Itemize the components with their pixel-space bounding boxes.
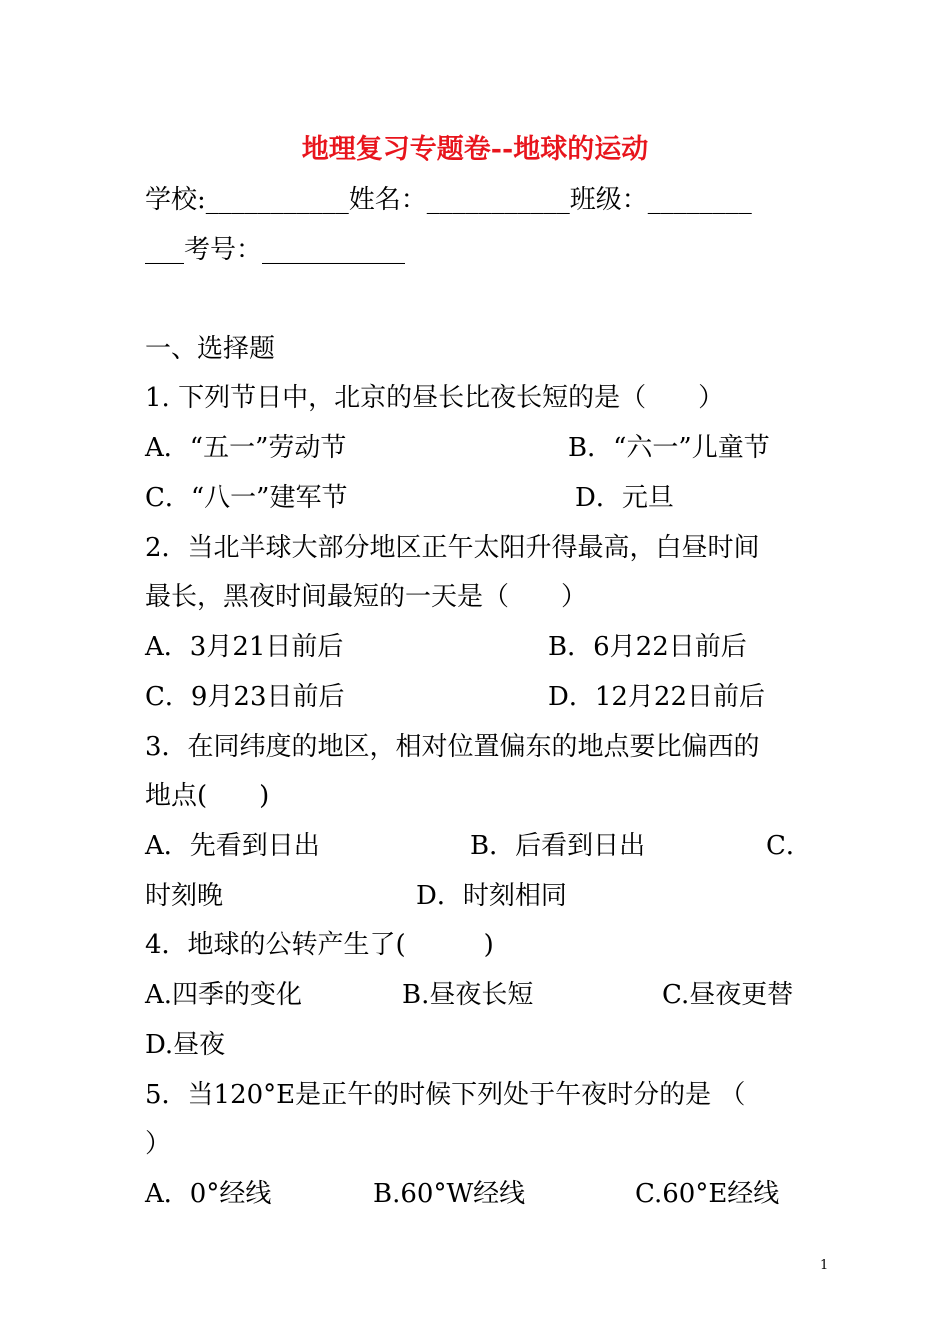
question-1-option-b: B．“六一”儿童节: [568, 433, 770, 463]
question-5-stem-line-2: ）: [145, 1129, 172, 1159]
section-heading: 一、选择题: [145, 334, 276, 364]
question-1-option-c: C．“八一”建军节: [145, 483, 348, 513]
document-title: 地理复习专题卷--地球的运动: [301, 134, 649, 165]
question-2-option-a: A．3月21日前后: [145, 632, 344, 662]
question-5-option-c: C.60°E经线: [635, 1179, 780, 1209]
question-3-stem-line-2: 地点( ): [145, 781, 270, 811]
question-4-option-c: C.昼夜更替: [662, 980, 794, 1010]
question-4-stem: 4．地球的公转产生了( ): [145, 930, 494, 960]
question-3-stem-line-1: 3．在同纬度的地区，相对位置偏东的地点要比偏西的: [145, 732, 760, 762]
page-number: 1: [820, 1258, 829, 1273]
question-3-option-a: A．先看到日出: [145, 831, 320, 861]
question-3-option-d: D．时刻相同: [416, 881, 567, 911]
question-1-option-d: D．元旦: [575, 483, 674, 513]
question-3-option-b: B．后看到日出: [470, 831, 646, 861]
question-2-stem-line-2: 最长，黑夜时间最短的一天是（ ）: [145, 582, 588, 612]
question-2-option-c: C．9月23日前后: [145, 682, 345, 712]
question-1-option-a: A．“五一”劳动节: [145, 433, 347, 463]
question-4-option-b: B.昼夜长短: [402, 980, 534, 1010]
question-1-stem: 1. 下列节日中，北京的昼长比夜长短的是（ ）: [145, 383, 725, 413]
question-3-option-c-text: 时刻晚: [145, 881, 224, 911]
question-4-option-a: A.四季的变化: [145, 980, 303, 1010]
question-2-option-b: B．6月22日前后: [548, 632, 747, 662]
question-3-option-c-label: C．: [766, 831, 812, 861]
question-2-stem-line-1: 2．当北半球大部分地区正午太阳升得最高，白昼时间: [145, 533, 760, 563]
question-4-option-d: D.昼夜: [145, 1030, 226, 1060]
question-5-stem-line-1: 5．当120°E是正午的时候下列处于午夜时分的是 （: [145, 1080, 746, 1110]
question-2-option-d: D．12月22日前后: [548, 682, 766, 712]
question-5-option-a: A．0°经线: [145, 1179, 272, 1209]
question-5-option-b: B.60°W经线: [373, 1179, 526, 1209]
header-info-line-2: ___考号：___________: [145, 235, 406, 265]
header-info-line-1: 学校:___________姓名：___________班级：________: [145, 185, 752, 215]
